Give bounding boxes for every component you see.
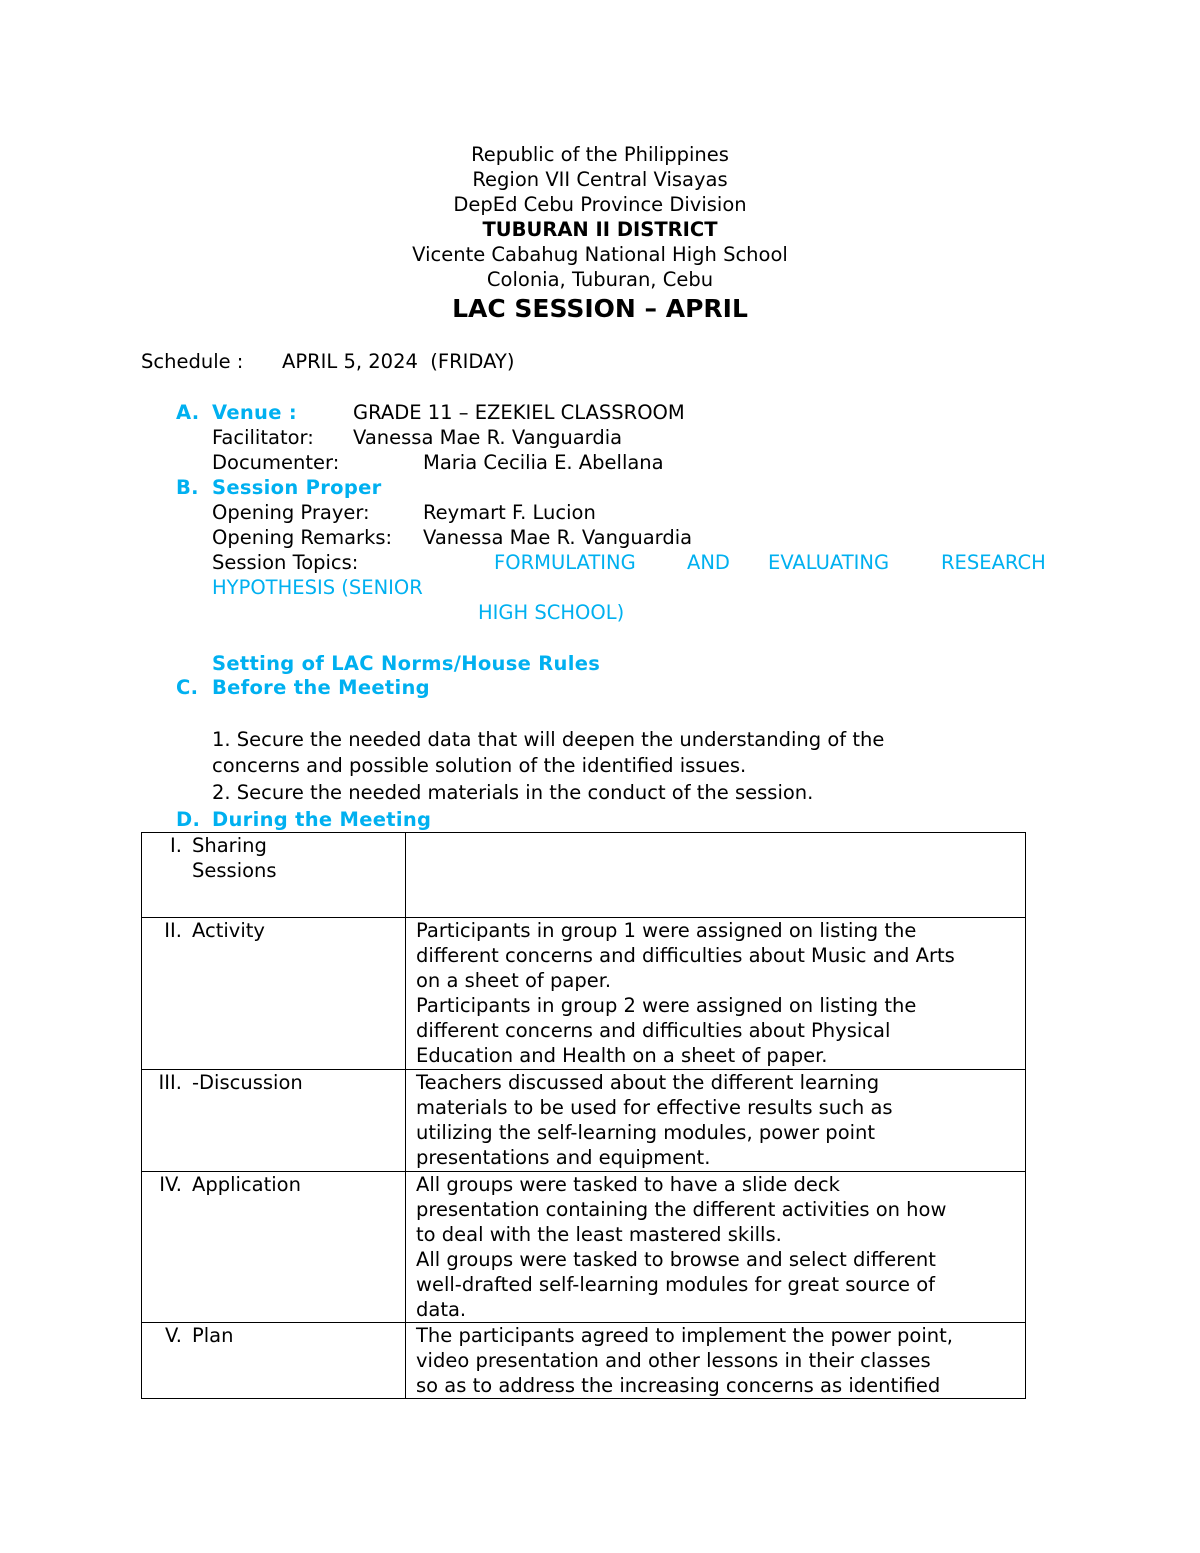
meeting-table [141,832,1026,1399]
phase-label: Plan [192,1324,234,1347]
topic-line-3: HIGH SCHOOL) [478,601,625,624]
section-b-letter: B. [176,476,199,499]
district-name: TUBURAN II DISTRICT [482,218,718,241]
note-line: presentations and equipment. [416,1146,711,1169]
letterhead-line-3: DepEd Cebu Province Division [453,193,747,216]
topic-word-3: EVALUATING [768,551,890,574]
table-row [142,1172,1026,1323]
letterhead-line-1: Republic of the Philippines [471,143,729,166]
row-number: III. [158,1071,182,1094]
section-c-letter: C. [176,676,199,699]
facilitator-value: Vanessa Mae R. Vanguardia [353,426,623,449]
section-a-letter: A. [176,401,200,424]
documenter-label: Documenter: [212,451,340,474]
opening-remarks-value: Vanessa Mae R. Vanguardia [423,526,693,549]
facilitator-label: Facilitator: [212,426,314,449]
note-line: data. [416,1298,467,1321]
table-row [142,1323,1026,1399]
table-row [142,833,1026,918]
note-line: All groups were tasked to browse and select different [416,1248,936,1271]
phase-label: Application [192,1173,301,1196]
section-d-heading: During the Meeting [212,808,432,831]
schedule-label: Schedule : [141,350,244,373]
section-a-heading: Venue : [212,401,297,424]
row-number: I. [170,834,182,857]
table-row [142,1070,1026,1172]
note-line: Teachers discussed about the different learning [416,1071,880,1094]
row-number: IV. [159,1173,182,1196]
phase-cell [142,833,406,918]
note-line: materials to be used for effective results such as [416,1096,893,1119]
note-line: different concerns and difficulties about Physical [416,1019,891,1042]
topic-word-4: RESEARCH [941,551,1046,574]
note-line: well-drafted self-learning modules for great source of [416,1273,936,1296]
phase-cell [142,1070,406,1172]
notes-cell [406,1070,1026,1172]
note-line: different concerns and difficulties about Music and Arts [416,944,955,967]
note-line: Participants in group 1 were assigned on listing the [416,919,917,942]
before-item-1-line-2: concerns and possible solution of the identified issues. [212,754,747,777]
section-d-letter: D. [176,808,201,831]
note-line: video presentation and other lessons in their classes [416,1349,931,1372]
phase-label: Sharing [192,834,267,857]
note-line: presentation containing the different activities on how [416,1198,947,1221]
row-number: V. [164,1324,182,1347]
notes-cell [406,1172,1026,1323]
topic-word-2: AND [687,551,730,574]
row-number: II. [164,919,182,942]
phase-cell [142,1172,406,1323]
documenter-value: Maria Cecilia E. Abellana [423,451,664,474]
phase-label: -Discussion [192,1071,303,1094]
document-title: LAC SESSION – APRIL [452,294,748,323]
phase-cell [142,1323,406,1399]
notes-cell [406,1323,1026,1399]
before-item-1-line-1: 1. Secure the needed data that will deepen the understanding of the [212,728,885,751]
opening-prayer-value: Reymart F. Lucion [423,501,596,524]
phase-label: Activity [192,919,265,942]
schedule-value: APRIL 5, 2024 (FRIDAY) [282,350,515,373]
notes-cell [406,918,1026,1070]
session-topics-label: Session Topics: [212,551,359,574]
section-b-heading: Session Proper [212,476,382,499]
note-line: to deal with the least mastered skills. [416,1223,782,1246]
topic-line-2: HYPOTHESIS (SENIOR [212,576,423,599]
note-line: All groups were tasked to have a slide deck [416,1173,840,1196]
phase-label: Sessions [192,859,277,882]
note-line: The participants agreed to implement the power point, [416,1324,953,1347]
opening-remarks-label: Opening Remarks: [212,526,393,549]
topic-word-1: FORMULATING [494,551,636,574]
venue-value: GRADE 11 – EZEKIEL CLASSROOM [353,401,685,424]
phase-cell [142,918,406,1070]
note-line: so as to address the increasing concerns as identified [416,1374,941,1397]
notes-cell [406,833,1026,918]
school-name: Vicente Cabahug National High School [412,243,788,266]
letterhead-line-2: Region VII Central Visayas [472,168,728,191]
note-line: utilizing the self-learning modules, power point [416,1121,876,1144]
lac-norms-heading: Setting of LAC Norms/House Rules [212,652,601,675]
table-row [142,918,1026,1070]
note-line: Participants in group 2 were assigned on listing the [416,994,917,1017]
note-line: Education and Health on a sheet of paper. [416,1044,828,1067]
note-line: on a sheet of paper. [416,969,612,992]
opening-prayer-label: Opening Prayer: [212,501,370,524]
before-item-2: 2. Secure the needed materials in the conduct of the session. [212,781,814,804]
school-address: Colonia, Tuburan, Cebu [486,268,714,291]
section-c-heading: Before the Meeting [212,676,430,699]
